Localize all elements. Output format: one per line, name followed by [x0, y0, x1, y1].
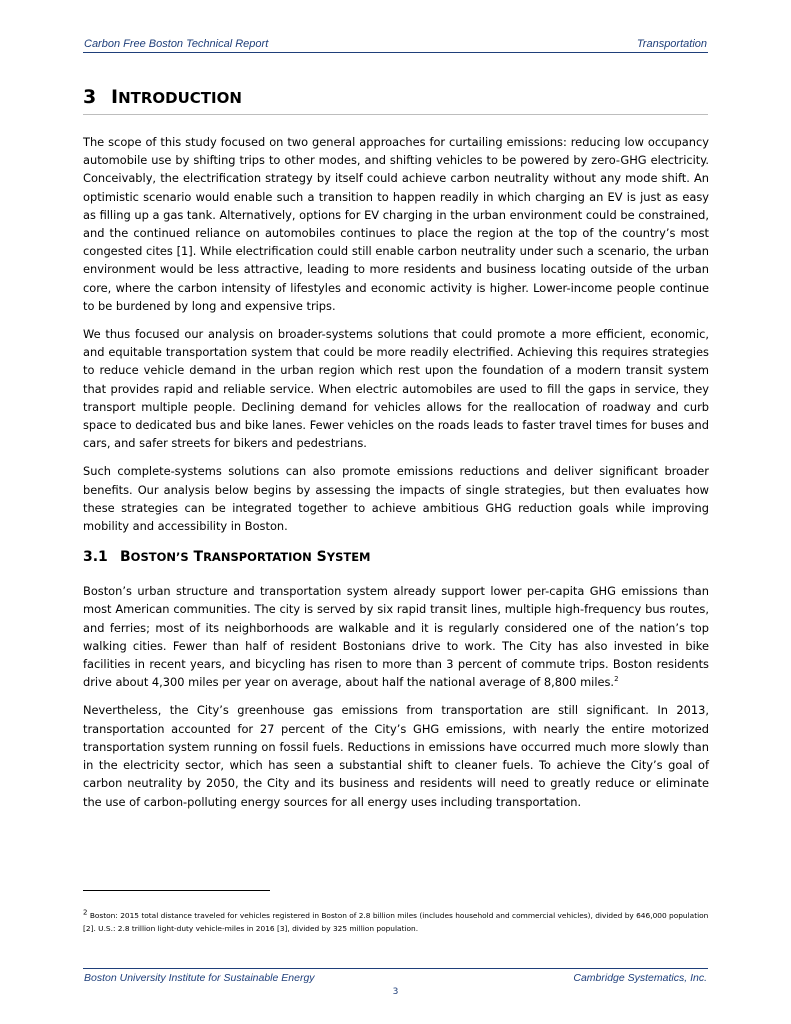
- subsection-paragraph-1: [83, 582, 709, 691]
- section-heading: [83, 86, 708, 115]
- header-report-title: Carbon Free Boston Technical Report: [84, 38, 269, 50]
- footnote: [83, 910, 709, 935]
- running-footer: [83, 968, 708, 985]
- footnote-reference[interactable]: 2: [614, 675, 619, 684]
- subsection-title-part: YSTEM: [326, 550, 371, 565]
- subsection-title-part: OSTON’S: [130, 550, 189, 565]
- running-header: [83, 36, 708, 53]
- section-number: 3: [83, 86, 97, 108]
- footnote-text: Boston: 2015 total distance traveled for vehicles registered in Boston of 2.8 billion miles (includes household and commercial vehicles), divided by 646,000 population [2]. U.S.: 2.8 trillion light-duty vehicle-miles in 2016 [3], divided by 325 million population.: [83, 911, 709, 933]
- header-chapter-title: Transportation: [636, 38, 707, 50]
- intro-paragraph-3: Such complete-systems solutions can also promote emissions reductions and deliver significant broader benefits. Our analysis below begins by assessing the impacts of single strategies, but then evaluates how these strategies can be integrated together to achieve ambitious GHG reduction goals while improving mobility and accessibility in Boston.: [83, 464, 709, 534]
- page-number: 3: [392, 987, 399, 997]
- subsection-title-part: S: [316, 549, 327, 566]
- section-title-rest: NTRODUCTION: [118, 89, 242, 107]
- subsection-title-part: T: [193, 549, 204, 566]
- subsection-title-part: B: [120, 549, 131, 566]
- subsection-paragraph-2: Nevertheless, the City’s greenhouse gas emissions from transportation are still significant. In 2013, transportation accounted for 27 percent of the City’s GHG emissions, with nearly the entire motorized transportation system running on fossil fuels. Reductions in emissions have occurred much more slowly than in the electricity sector, which has seen a substantial shift to cleaner fuels. To achieve the City’s goal of carbon neutrality by 2050, the City and its business and residents will need to greatly reduce or eliminate the use of carbon-polluting energy sources for all energy uses including transportation.: [83, 703, 709, 809]
- footnote-marker: 2: [83, 908, 88, 917]
- footer-partner: Cambridge Systematics, Inc.: [573, 972, 707, 984]
- intro-paragraph-2: We thus focused our analysis on broader-systems solutions that could promote a more efficient, economic, and equitable transportation system that could be more readily electrified. Achieving this requires strategies to reduce vehicle demand in the urban region which rest upon the foundation of a modern transit system that provides rapid and reliable service. When electric automobiles are used to fill the gaps in service, they transport multiple people. Declining demand for vehicles allows for the reallocation of roadway and curb space to dedicated bus and bike lanes. Fewer vehicles on the roads leads to faster travel times for buses and cars, and safer streets for bikers and pedestrians.: [83, 327, 709, 451]
- subsection-heading: [83, 548, 709, 568]
- section-title-initial: I: [111, 86, 119, 108]
- intro-paragraph-1: The scope of this study focused on two general approaches for curtailing emissions: reducing low occupancy automobile use by shifting trips to other modes, and shifting vehicles to be powered by zero-GHG electricity. Conceivably, the electrification strategy by itself could achieve carbon neutrality without any mode shift. An optimistic scenario would enable such a transition to happen readily in which charging an EV is just as easy as filling up a gas tank. Alternatively, options for EV charging in the urban environment could be constrained, and the continued reliance on automobiles continues to place the region at the top of the country’s most congested cites [1]. While electrification could still enable carbon neutrality under such a scenario, the urban environment would be less attractive, leading to more residents and business locating outside of the urban core, where the carbon intensity of lifestyles and economic activity is higher. Lower-income people continue to be burdened by long and expensive trips.: [83, 135, 709, 313]
- footnote-separator: [83, 890, 270, 891]
- subsection-paragraph-1-text: Boston’s urban structure and transportation system already support lower per-capita GHG emissions than most American communities. The city is served by six rapid transit lines, multiple high-frequency bus routes, and ferries; most of its neighborhoods are walkable and it is regularly considered one of the nation’s top walking cities. Fewer than half of resident Bostonians drive to work. The City has also invested in bike facilities in recent years, and bicycling has risen to more than 3 percent of commute trips. Boston residents drive about 4,300 miles per year on average, about half the national average of 8,800 miles.: [83, 584, 709, 690]
- subsection-number: 3.1: [83, 549, 108, 566]
- footer-institution: Boston University Institute for Sustainable Energy: [84, 972, 315, 984]
- body-text: [83, 133, 709, 821]
- subsection-title-part: RANSPORTATION: [203, 550, 312, 565]
